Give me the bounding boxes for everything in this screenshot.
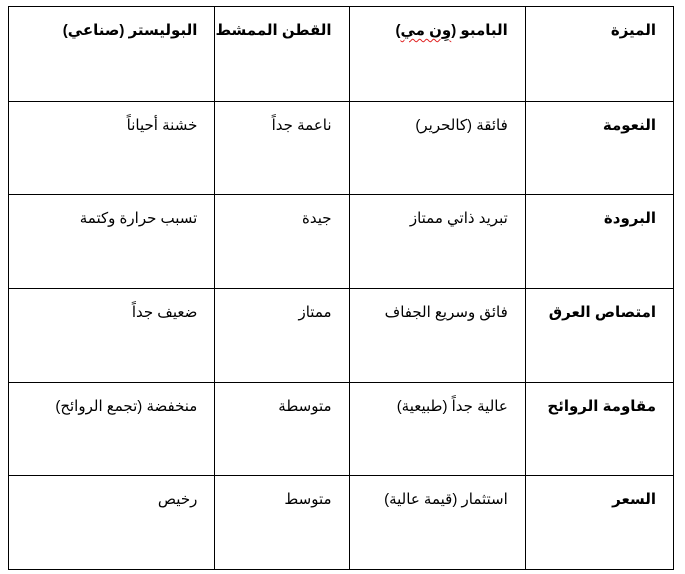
table-row	[9, 382, 674, 476]
cotton-cell: متوسطة	[215, 382, 349, 476]
feature-cell: البرودة	[525, 195, 673, 289]
table-row	[9, 288, 674, 382]
feature-cell: السعر	[525, 476, 673, 570]
bamboo-cell: عالية جداً (طبيعية)	[349, 382, 525, 476]
bamboo-cell: فائقة (كالحرير)	[349, 101, 525, 195]
header-row	[9, 7, 674, 102]
comparison-table	[8, 6, 674, 570]
table-row	[9, 195, 674, 289]
polyester-cell: منخفضة (تجمع الروائح)	[9, 382, 215, 476]
header-bamboo-brand: وِن مي	[400, 22, 452, 39]
header-bamboo-suffix: )	[395, 22, 401, 39]
header-bamboo-prefix: البامبو (	[451, 22, 508, 39]
bamboo-cell: فائق وسريع الجفاف	[349, 288, 525, 382]
cotton-cell: ممتاز	[215, 288, 349, 382]
feature-cell: النعومة	[525, 101, 673, 195]
feature-cell: امتصاص العرق	[525, 288, 673, 382]
header-bamboo	[349, 7, 525, 102]
feature-cell: مقاومة الروائح	[525, 382, 673, 476]
header-cotton: القطن الممشط	[215, 7, 349, 102]
header-feature: الميزة	[525, 7, 673, 102]
cotton-cell: متوسط	[215, 476, 349, 570]
table-row	[9, 476, 674, 570]
cotton-cell: جيدة	[215, 195, 349, 289]
polyester-cell: تسبب حرارة وكتمة	[9, 195, 215, 289]
polyester-cell: خشنة أحياناً	[9, 101, 215, 195]
table-row	[9, 101, 674, 195]
cotton-cell: ناعمة جداً	[215, 101, 349, 195]
header-polyester: البوليستر (صناعي)	[9, 7, 215, 102]
polyester-cell: ضعيف جداً	[9, 288, 215, 382]
bamboo-cell: استثمار (قيمة عالية)	[349, 476, 525, 570]
bamboo-cell: تبريد ذاتي ممتاز	[349, 195, 525, 289]
polyester-cell: رخيص	[9, 476, 215, 570]
